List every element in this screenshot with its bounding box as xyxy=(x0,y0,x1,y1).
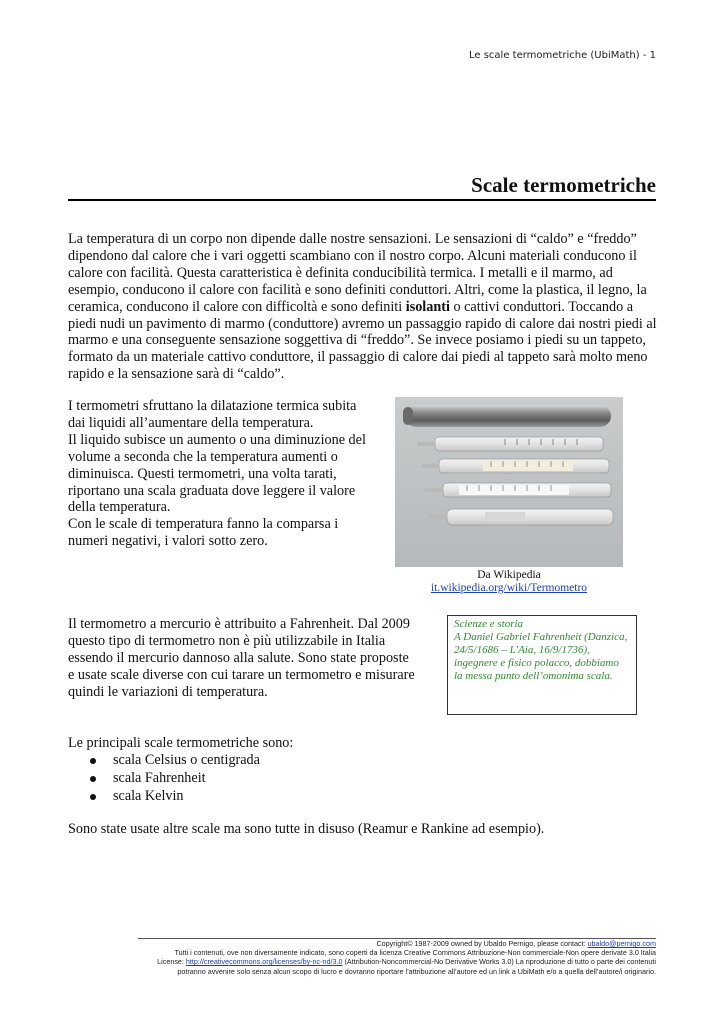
thermometers-paragraph xyxy=(68,398,368,550)
footer xyxy=(138,939,656,976)
footer-license-link[interactable]: http://creativecommons.org/licenses/by-nc-nd/3.0 xyxy=(185,957,343,967)
footer-line-2: Tutti i contenuti, ove non diversamente indicato, sono coperti da licenza Creative Commons Attribuzione-Non commerciale-Non opere derivate 3.0 Italia xyxy=(174,948,656,958)
figure-source-link[interactable]: it.wikipedia.org/wiki/Termometro xyxy=(430,582,588,594)
running-head: Le scale termometriche (UbiMath) - 1 xyxy=(468,50,656,61)
page-title: Scale termometriche xyxy=(471,173,656,197)
list-item xyxy=(68,770,468,788)
scales-list xyxy=(68,752,468,806)
footer-license-text: (Attribution-Noncommercial-No Derivative Works 3.0) La riproduzione di tutto o parte dei contenuti xyxy=(342,957,656,967)
history-sidebox xyxy=(447,615,637,715)
intro-text-b: o cattivi conduttori. Toccando a piedi nudi un pavimento di marmo (conduttore) avremo un passaggio rapido di calore dai nostri piedi al marmo e una conseguente sensazione soggettiva di “freddo”. Se invece posiamo i piedi su un tappeto, formato da un materiale cattivo conduttore, il passaggio di calore dai piedi al tappeto sarà molto meno rapido e la sensazione sarà di “caldo”. xyxy=(68,298,657,383)
footer-copyright: Copyright© 1987-2009 owned by Ubaldo Pernigo, please contact: xyxy=(376,939,588,948)
scales-intro: Le principali scale termometriche sono: xyxy=(68,735,294,751)
footer-line-1 xyxy=(138,939,656,948)
bullet-icon xyxy=(90,758,96,764)
intro-bold-term: isolanti xyxy=(405,298,450,315)
list-item xyxy=(68,752,468,770)
bullet-icon xyxy=(90,794,96,800)
footer-license-label: License: xyxy=(157,957,186,967)
thermometers-line-2: Il liquido subisce un aumento o una diminuzione del volume a seconda che la temperatura aumenti o diminuisca. Questi termometri, una volta tarati, riportano una scala graduata dove leggere il valore della temperatura. xyxy=(68,431,366,516)
list-item xyxy=(68,788,468,806)
sidebox-heading: Scienze e storia xyxy=(454,618,524,630)
sidebox-text: A Daniel Gabriel Fahrenheit (Danzica, 24/5/1686 – L'Aia, 16/9/1736), ingegnere e fisico polacco, dobbiamo la messa punto dell’omonima scala. xyxy=(454,631,628,682)
title-rule xyxy=(68,199,656,201)
footer-line-4: potranno avvenire solo senza alcun scopo di lucro e dovranno riportare l’attribuzione all’autore ed un link a UbiMath e/o a quella dell’autore/i originario. xyxy=(177,966,656,976)
bullet-icon xyxy=(90,776,96,782)
closing-paragraph: Sono state usate altre scale ma sono tutte in disuso (Reamur e Rankine ad esempio). xyxy=(68,821,545,837)
footer-line-3 xyxy=(138,957,656,966)
list-item-label: scala Kelvin xyxy=(113,788,184,804)
fahrenheit-paragraph: Il termometro a mercurio è attribuito a Fahrenheit. Dal 2009 questo tipo di termometro non è più utilizzabile in Italia essendo il mercurio dannoso alla salute. Sono state proposte e usate scale diverse con cui tarare un termometro e misurare quindi le variazioni di temperatura. xyxy=(68,616,415,700)
figure-caption: Da Wikipedia xyxy=(477,569,541,581)
intro-text-a: La temperatura di un corpo non dipende dalle nostre sensazioni. Le sensazioni di “caldo” e “freddo” dipendono dal calore che i vari oggetti scambiano con il nostro corpo. Alcuni materiali conducono il calore con facilità. Questa caratteristica è definita conducibilità termica. I metalli e il marmo, ad esempio, conducono il calore con facilità e sono definiti conduttori. Altri, come la plastica, il legno, la ceramica, conducono il calore con difficoltà e sono definiti xyxy=(68,231,647,315)
footer-email-link[interactable]: ubaldo@pernigo.com xyxy=(587,939,656,948)
list-item-label: scala Celsius o centigrada xyxy=(113,752,260,768)
thermometers-line-1: I termometri sfruttano la dilatazione termica subita dai liquidi all’aumentare della temperatura. xyxy=(68,398,357,431)
list-item-label: scala Fahrenheit xyxy=(113,770,206,786)
intro-paragraph xyxy=(68,231,658,383)
thermometers-illustration xyxy=(395,397,623,567)
thermometers-line-3: Con le scale di temperatura fanno la comparsa i numeri negativi, i valori sotto zero. xyxy=(68,516,339,550)
thermometers-photo xyxy=(395,397,623,567)
